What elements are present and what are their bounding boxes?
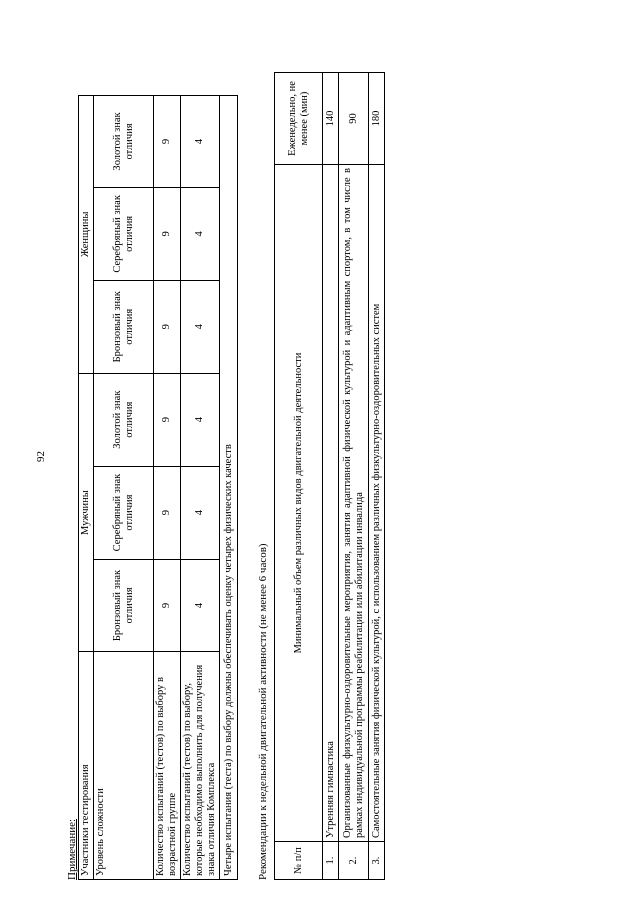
- minutes-value: 180: [369, 73, 385, 165]
- women-header: Женщины: [79, 96, 94, 374]
- cell-value: 4: [181, 280, 220, 373]
- men-gold-badge: Золотой знак отличия: [94, 373, 154, 466]
- page-number: 92: [35, 451, 47, 462]
- cell-value: 4: [181, 96, 220, 188]
- recommendations-title: Рекомендации к недельной двигательной активности (не менее 6 часов): [257, 543, 269, 880]
- men-bronze-badge: Бронзовый знак отличия: [94, 559, 154, 652]
- cell-value: 9: [154, 559, 181, 652]
- row-number: 3.: [369, 842, 385, 880]
- col-activity-header: Минимальный объем различных видов двигательной деятельности: [275, 164, 323, 841]
- cell-value: 9: [154, 96, 181, 188]
- cell-value: 4: [181, 373, 220, 466]
- cell-value: 4: [181, 187, 220, 280]
- row-number: 1.: [323, 842, 339, 880]
- men-header: Мужчины: [79, 373, 94, 652]
- activity-label: Утренняя гимнастика: [323, 164, 339, 841]
- activity-label: Самостоятельные занятия физической культурой, с использованием различных физкультурно-оздоровительных систем: [369, 164, 385, 841]
- women-gold-badge: Золотой знак отличия: [94, 96, 154, 188]
- cell-value: 4: [181, 466, 220, 559]
- women-bronze-badge: Бронзовый знак отличия: [94, 280, 154, 373]
- col-no-header: № п/п: [275, 842, 323, 880]
- cell-value: 4: [181, 559, 220, 652]
- activity-label: Организованные физкультурно-оздоровительные мероприятия, занятия адаптивной физической культурой и адаптивным спортом, в том числе в рамках индивидуальной программы реабилитации или абилитации инвалида: [339, 164, 369, 841]
- participants-label: Участники тестирования: [79, 652, 94, 880]
- men-silver-badge: Серебряный знак отличия: [94, 466, 154, 559]
- minutes-value: 90: [339, 73, 369, 165]
- cell-value: 9: [154, 373, 181, 466]
- row-tests-required-label: Количество испытаний (тестов) по выбору, которые необходимо выполнить для получения знака отличия Комплекса: [181, 652, 220, 880]
- cell-value: 9: [154, 280, 181, 373]
- level-label: Уровень сложности: [94, 652, 154, 880]
- row-tests-in-group-label: Количество испытаний (тестов) по выбору в возрастной группе: [154, 652, 181, 880]
- table-footer-note: Четыре испытания (теста) по выбору должны обеспечивать оценку четырех физических качеств: [220, 96, 238, 880]
- cell-value: 9: [154, 466, 181, 559]
- weekly-activity-table: [274, 72, 385, 880]
- note-label: Примечание:: [66, 818, 78, 880]
- cell-value: 9: [154, 187, 181, 280]
- row-number: 2.: [339, 842, 369, 880]
- women-silver-badge: Серебряный знак отличия: [94, 187, 154, 280]
- badge-requirements-table: [78, 95, 238, 880]
- minutes-value: 140: [323, 73, 339, 165]
- col-weekly-header: Еженедельно, не менее (мин): [275, 73, 323, 165]
